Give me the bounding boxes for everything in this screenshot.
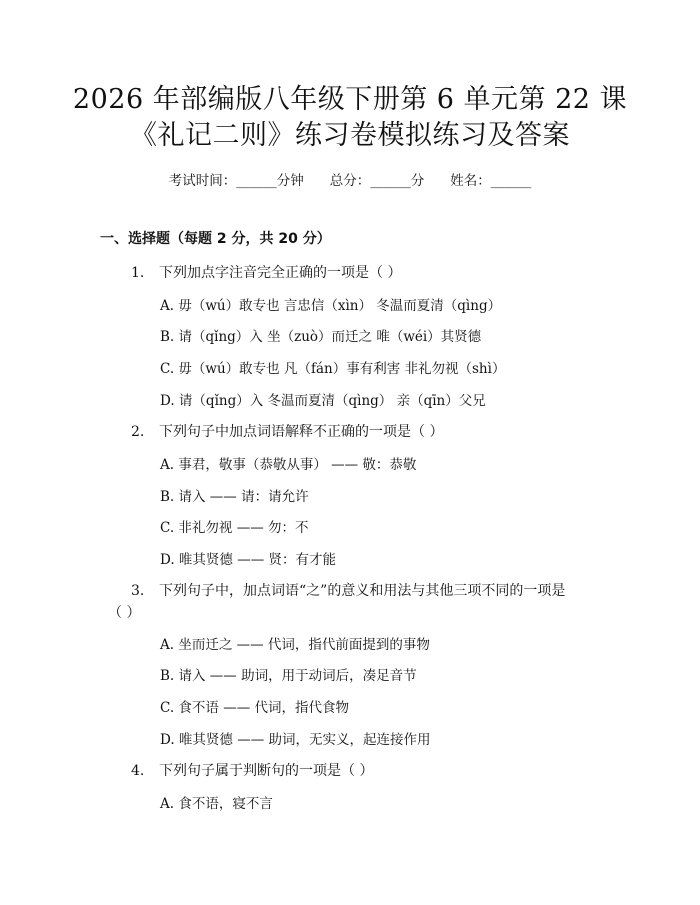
question-3-option-d: D. 唯其贤德 —— 助词，无实义，起连接作用 bbox=[160, 732, 431, 748]
question-3-option-a: A. 坐而迁之 —— 代词，指代前面提到的事物 bbox=[160, 637, 430, 653]
question-number: 4. bbox=[131, 763, 145, 779]
question-1-option-d: D. 请（qǐng）入 冬温而夏清（qìng） 亲（qīn）父兄 bbox=[160, 393, 486, 409]
exam-meta bbox=[0, 169, 700, 189]
question-1 bbox=[131, 262, 401, 282]
question-text: 下列句子属于判断句的一项是（ ） bbox=[159, 763, 374, 779]
exam-time: 考试时间：______分钟 bbox=[168, 173, 304, 189]
question-1-option-b: B. 请（qǐng）入 坐（zuò）而迁之 唯（wéi）其贤德 bbox=[160, 329, 482, 345]
question-4 bbox=[131, 760, 373, 780]
question-2-option-c: C. 非礼勿视 —— 勿：不 bbox=[160, 520, 309, 536]
question-4-option-a: A. 食不语，寝不言 bbox=[160, 796, 273, 812]
question-number: 1. bbox=[131, 265, 145, 281]
question-text-continuation: （ ） bbox=[108, 605, 141, 621]
total-score: 总分：______分 bbox=[329, 173, 425, 189]
question-1-option-a: A. 毋（wú）敢专也 言忠信（xìn） 冬温而夏清（qìng） bbox=[160, 298, 502, 314]
title-line-1: 2026 年部编版八年级下册第 6 单元第 22 课 bbox=[72, 84, 628, 115]
section-heading: 一、选择题（每题 2 分，共 20 分） bbox=[100, 231, 331, 247]
question-3-option-c: C. 食不语 —— 代词，指代食物 bbox=[160, 700, 350, 716]
question-text: 下列句子中加点词语解释不正确的一项是（ ） bbox=[159, 424, 444, 440]
question-number: 2. bbox=[131, 424, 145, 440]
title-line-2: 《礼记二则》练习卷模拟练习及答案 bbox=[130, 120, 570, 151]
question-2-option-b: B. 请入 —— 请：请允许 bbox=[160, 489, 309, 505]
question-2-option-a: A. 事君，敬事（恭敬从事） —— 敬：恭敬 bbox=[160, 457, 417, 473]
question-2-option-d: D. 唯其贤德 —— 贤：有才能 bbox=[160, 552, 337, 568]
question-3 bbox=[108, 580, 581, 621]
question-text: 下列句子中，加点词语“之”的意义和用法与其他三项不同的一项是 bbox=[159, 583, 566, 599]
question-number: 3. bbox=[131, 583, 145, 599]
question-1-option-c: C. 毋（wú）敢专也 凡（fán）事有利害 非礼勿视（shì） bbox=[160, 361, 506, 377]
question-2 bbox=[131, 421, 443, 441]
question-text: 下列加点字注音完全正确的一项是（ ） bbox=[159, 265, 402, 281]
question-3-option-b: B. 请入 —— 助词，用于动词后，凑足音节 bbox=[160, 668, 417, 684]
student-name: 姓名：______ bbox=[450, 173, 532, 189]
